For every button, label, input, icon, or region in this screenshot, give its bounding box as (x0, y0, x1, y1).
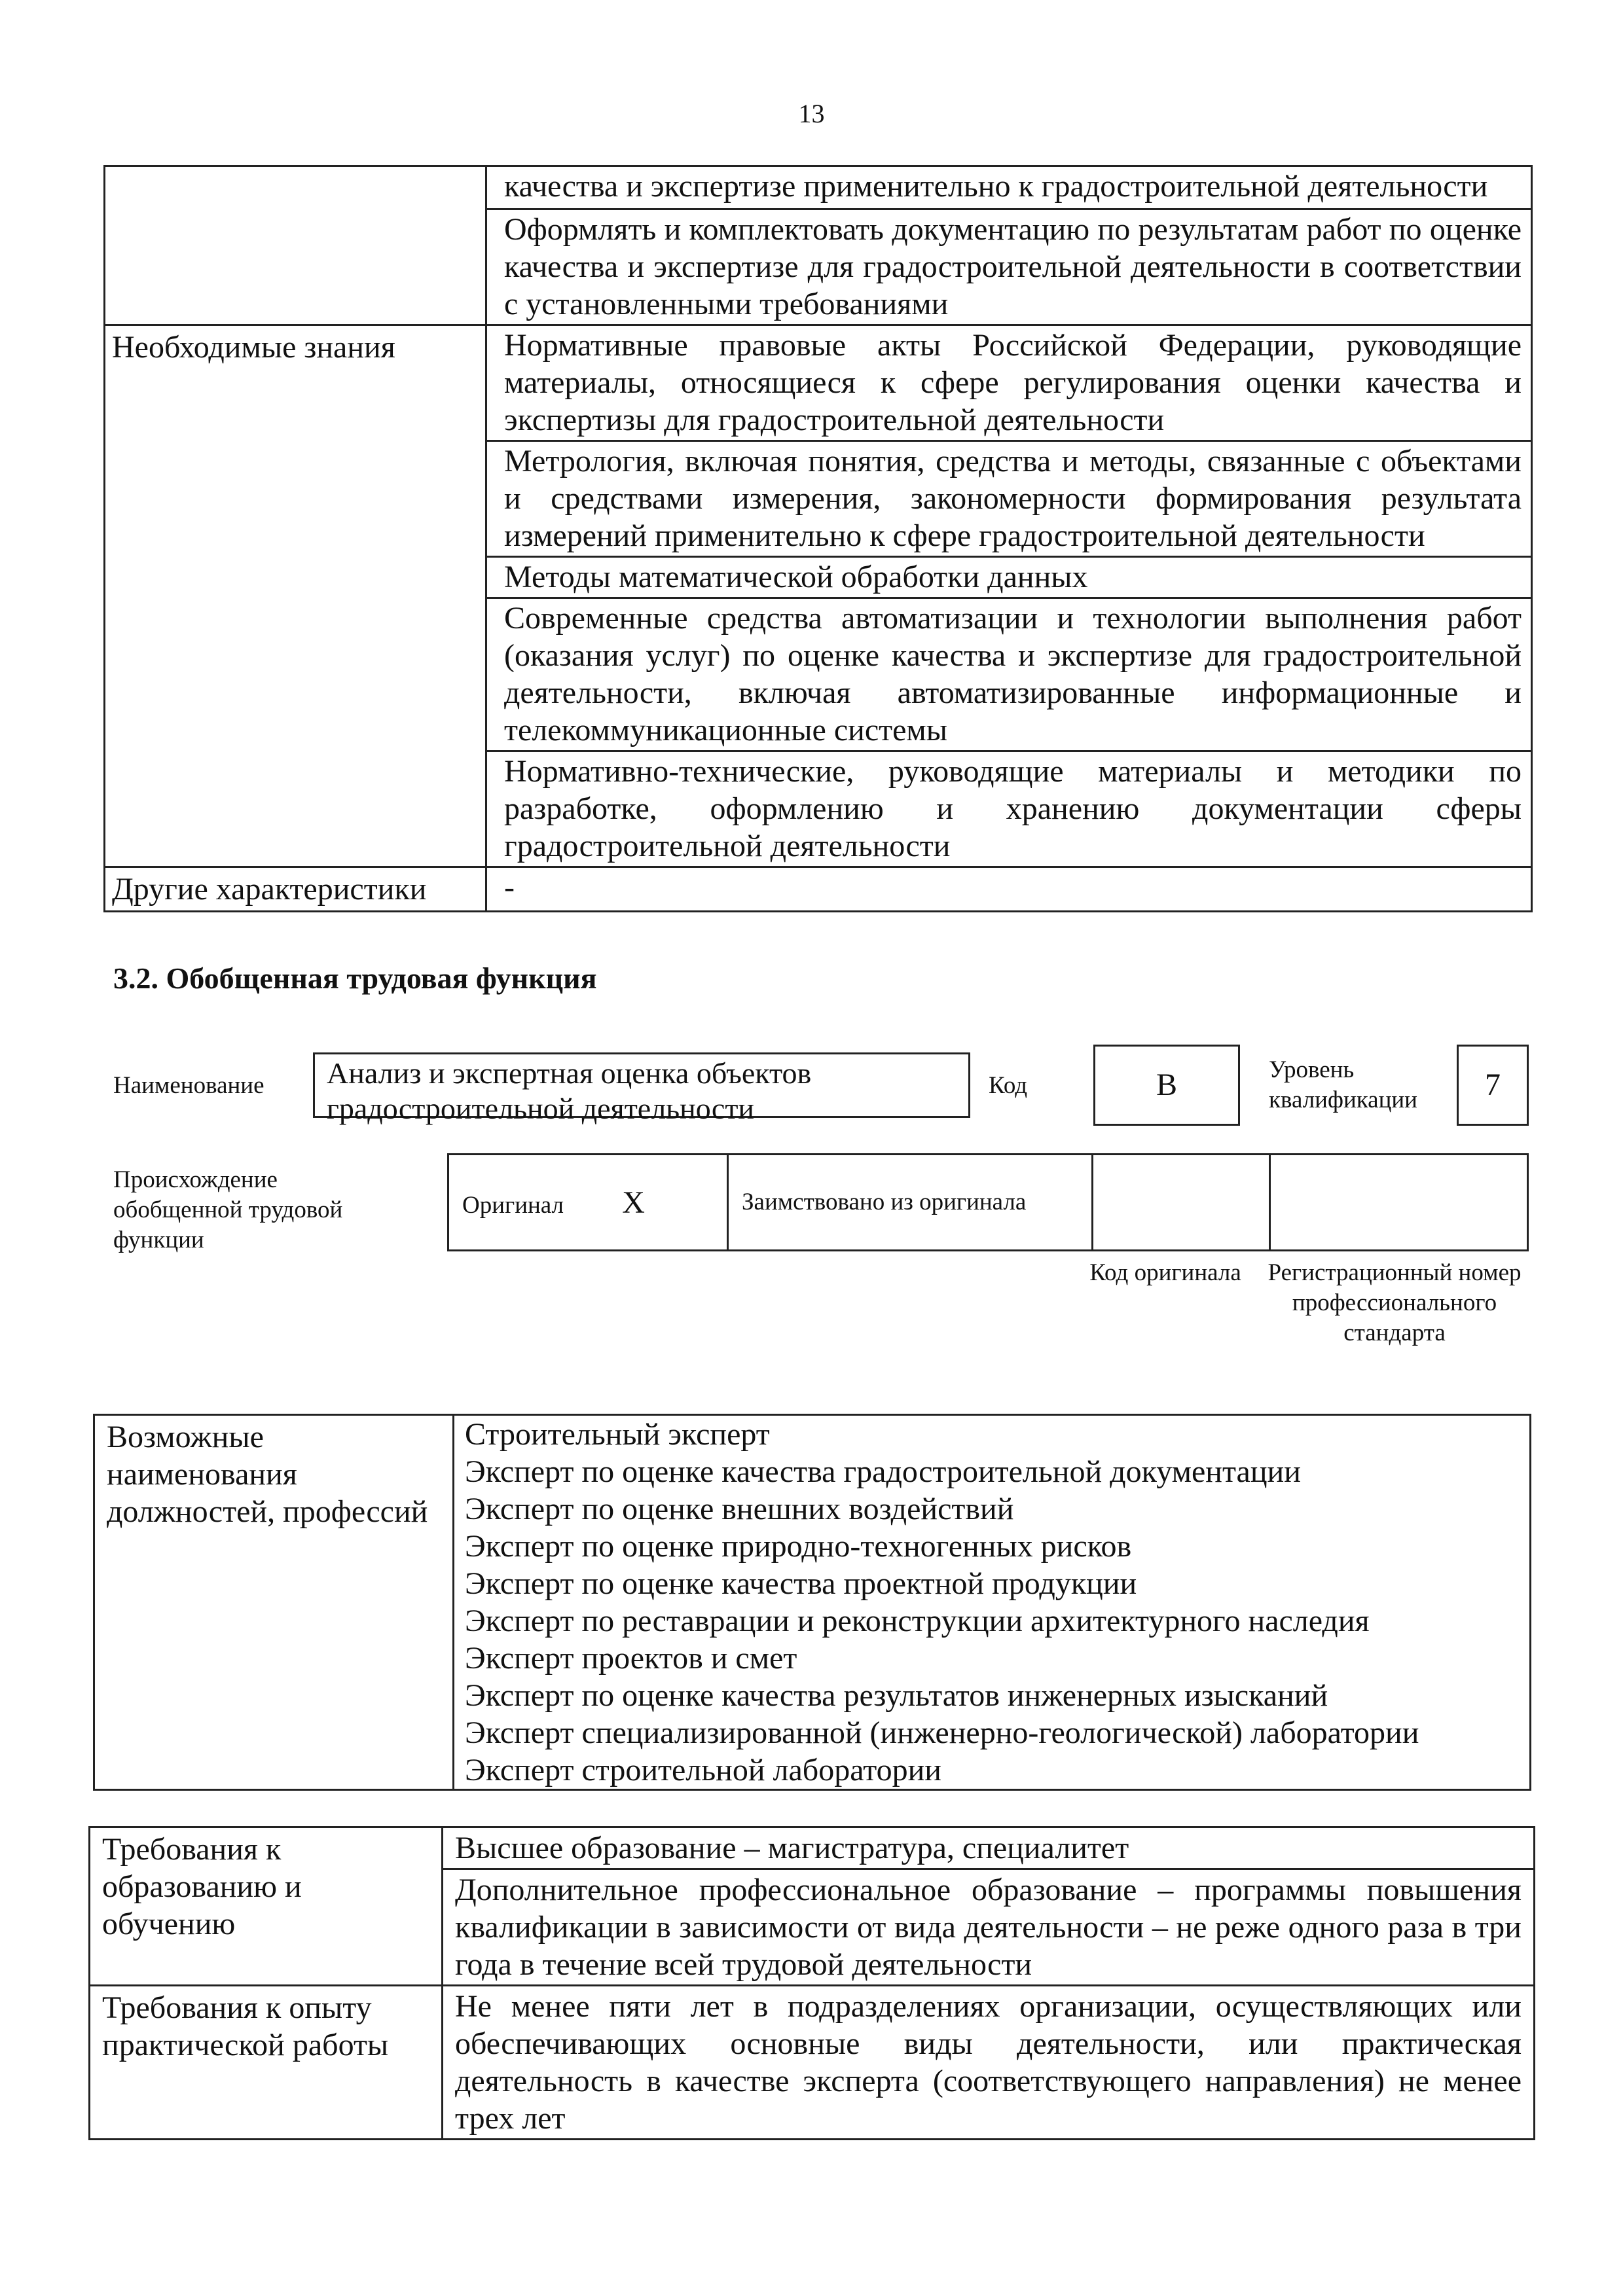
section-heading: 3.2. Обобщенная трудовая функция (113, 961, 597, 995)
level-label: Уровень квалификации (1269, 1056, 1417, 1113)
position-item: Эксперт по оценке природно-техногенных рисков (465, 1529, 1132, 1564)
education-label: Требования к образованию и обучению (90, 1827, 443, 1986)
position-item: Эксперт строительной лаборатории (465, 1753, 941, 1787)
original-mark: X (622, 1185, 645, 1220)
original-cell (448, 1155, 728, 1251)
knowledge-item: Методы математической обработки данных (486, 557, 1532, 598)
requirements-table (88, 1826, 1535, 2140)
skill-item: качества и экспертизе применительно к градостроительной деятельности (486, 166, 1532, 209)
code-label: Код (989, 1072, 1028, 1099)
positions-list (454, 1415, 1531, 1790)
position-item: Строительный эксперт (465, 1417, 770, 1452)
knowledge-label: Необходимые знания (105, 325, 486, 867)
knowledge-item: Нормативные правовые акты Российской Федерации, руководящие материалы, относящиеся к сфере регулирования оценки качества и экспертизы для градостроительной деятельности (486, 325, 1532, 441)
position-item: Эксперт по оценке качества градостроительной документации (465, 1454, 1301, 1489)
positions-table (93, 1414, 1531, 1791)
origin-label: Происхождение обобщенной трудовой функции (113, 1166, 343, 1253)
original-code-cell (1093, 1155, 1270, 1251)
education-value: Высшее образование – магистратура, специалитет (443, 1827, 1535, 1869)
borrowed-label: Заимствовано из оригинала (728, 1155, 1093, 1251)
position-item: Эксперт по реставрации и реконструкции архитектурного наследия (465, 1604, 1370, 1638)
knowledge-item: Современные средства автоматизации и технологии выполнения работ (оказания услуг) по оценке качества и экспертизе для градостроительной деятельности, включая автоматизированные информационные и телекоммуникационные системы (486, 598, 1532, 751)
level-value-box: 7 (1457, 1045, 1529, 1126)
position-item: Эксперт специализированной (инженерно-геологической) лаборатории (465, 1715, 1419, 1750)
position-item: Эксперт по оценке качества проектной продукции (465, 1566, 1137, 1601)
skill-item: Оформлять и комплектовать документацию по результатам работ по оценке качества и экспертизе для градостроительной деятельности в соответствии с установленными требованиями (486, 209, 1532, 325)
skills-label-empty (105, 166, 486, 325)
position-item: Эксперт проектов и смет (465, 1641, 797, 1676)
function-name-box: Анализ и экспертная оценка объектов градостроительной деятельности (313, 1052, 970, 1118)
page-number: 13 (798, 99, 825, 128)
code-value-box: B (1093, 1045, 1240, 1126)
knowledge-item: Метрология, включая понятия, средства и методы, связанные с объектами и средствами измерения, закономерности формирования результата измерений применительно к сфере градостроительной деятельности (486, 441, 1532, 557)
code-caption: Код оригинала (1089, 1259, 1241, 1286)
origin-table (447, 1153, 1529, 1251)
skills-table (103, 165, 1533, 912)
name-label: Наименование (113, 1072, 264, 1099)
registration-number-cell (1270, 1155, 1528, 1251)
experience-value: Не менее пяти лет в подразделениях организации, осуществляющих или обеспечивающих основные виды деятельности, или практическая деятельность в качестве эксперта (соответствующего направления) не менее трех лет (443, 1986, 1535, 2140)
experience-label: Требования к опыту практической работы (90, 1986, 443, 2140)
original-label: Оригинал (462, 1191, 564, 1219)
reg-caption: Регистрационный номер профессионального стандарта (1267, 1259, 1522, 1346)
knowledge-item: Нормативно-технические, руководящие материалы и методики по разработке, оформлению и хранению документации сферы градостроительной деятельности (486, 751, 1532, 867)
position-item: Эксперт по оценке внешних воздействий (465, 1492, 1014, 1526)
other-characteristics-value: - (486, 867, 1532, 912)
other-characteristics-label: Другие характеристики (105, 867, 486, 912)
position-item: Эксперт по оценке качества результатов инженерных изысканий (465, 1678, 1328, 1713)
education-value: Дополнительное профессиональное образование – программы повышения квалификации в зависимости от вида деятельности – не реже одного раза в три года в течение всей трудовой деятельности (443, 1869, 1535, 1986)
positions-label: Возможные наименования должностей, профессий (94, 1415, 454, 1790)
